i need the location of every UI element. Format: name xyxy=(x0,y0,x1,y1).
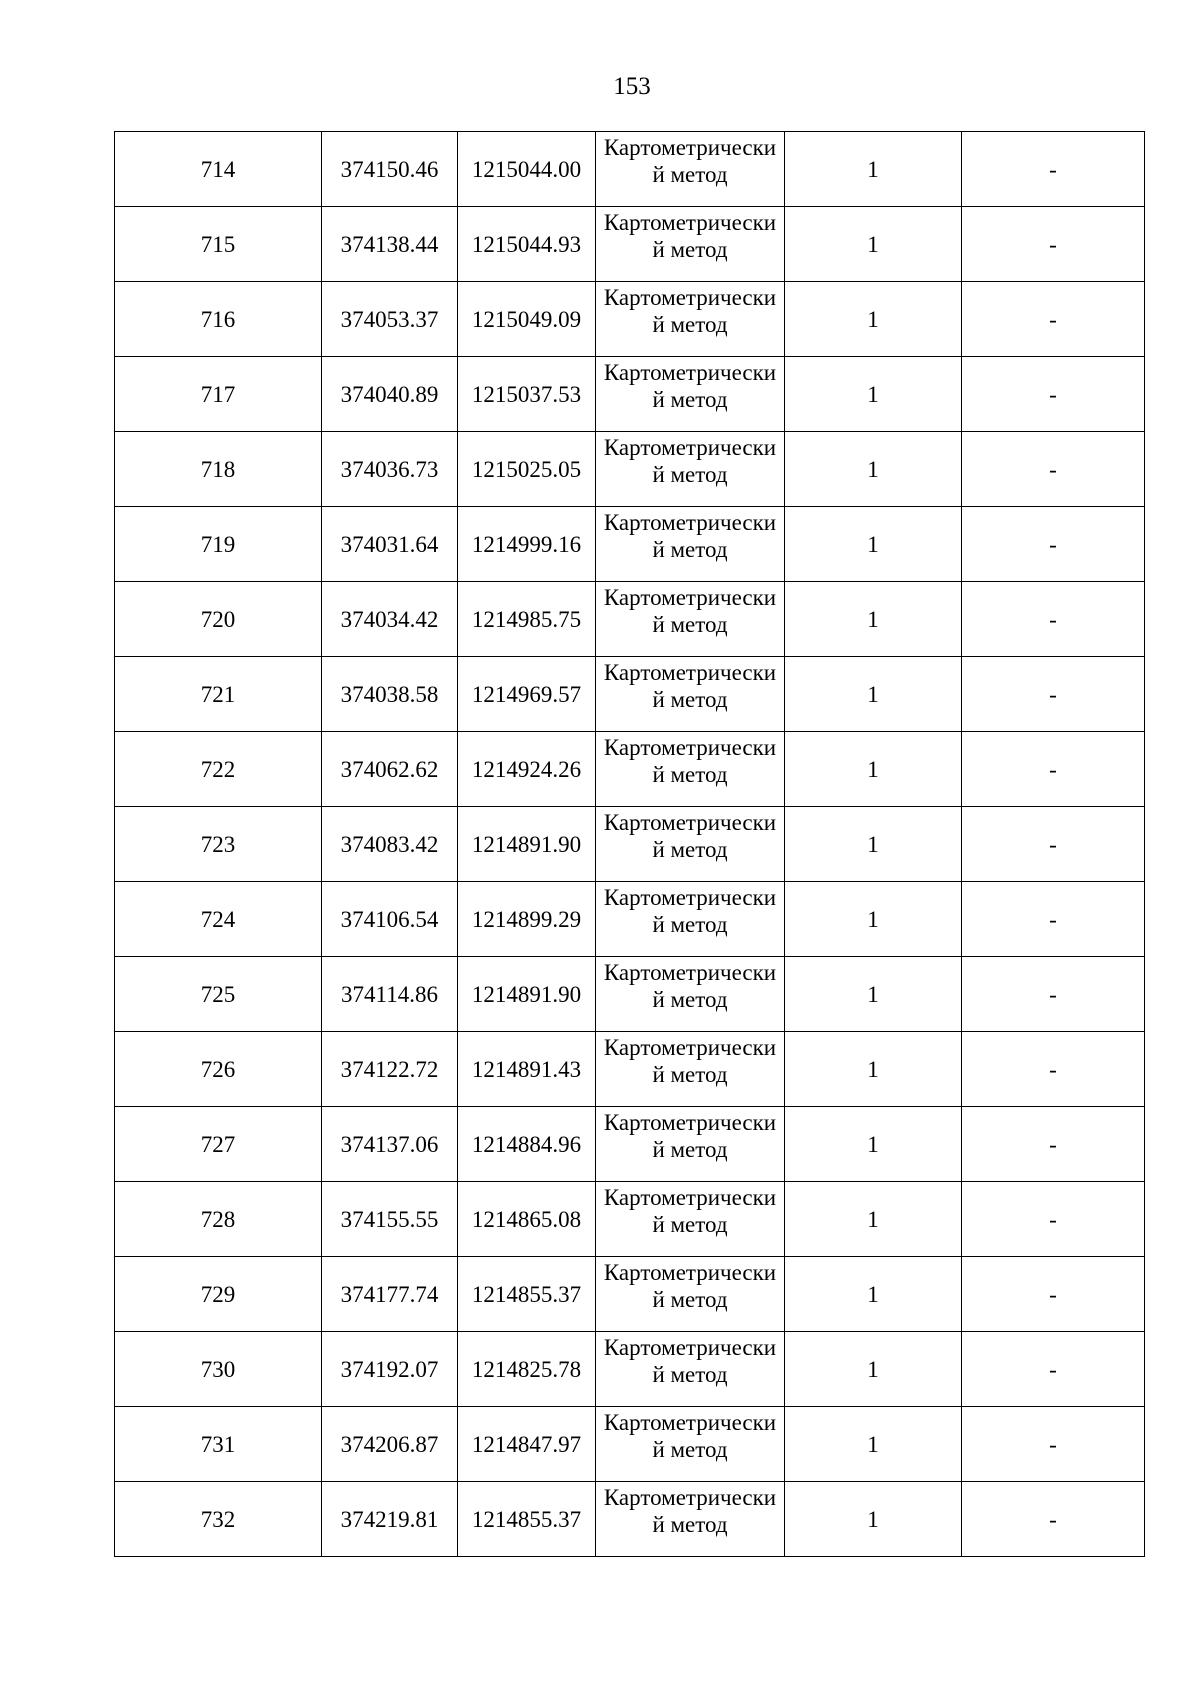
method-cell xyxy=(596,807,785,882)
table-row xyxy=(115,1182,1145,1257)
point-number-cell: 730 xyxy=(115,1332,322,1407)
note-cell: - xyxy=(962,1482,1145,1557)
point-number-cell: 720 xyxy=(115,582,322,657)
y-coordinate-cell: 1215044.00 xyxy=(458,132,596,207)
method-line-2: й метод xyxy=(652,1287,728,1312)
accuracy-cell: 1 xyxy=(785,882,962,957)
x-coordinate-cell: 374062.62 xyxy=(322,732,458,807)
y-coordinate-cell: 1215044.93 xyxy=(458,207,596,282)
method-cell xyxy=(596,957,785,1032)
table-row xyxy=(115,1257,1145,1332)
note-cell: - xyxy=(962,1182,1145,1257)
x-coordinate-cell: 374036.73 xyxy=(322,432,458,507)
note-cell: - xyxy=(962,132,1145,207)
note-cell: - xyxy=(962,282,1145,357)
point-number-cell: 722 xyxy=(115,732,322,807)
method-line-2: й метод xyxy=(652,687,728,712)
table-row xyxy=(115,1407,1145,1482)
method-cell xyxy=(596,1482,785,1557)
x-coordinate-cell: 374114.86 xyxy=(322,957,458,1032)
y-coordinate-cell: 1214891.43 xyxy=(458,1032,596,1107)
method-line-1: Картометрически xyxy=(603,810,777,835)
table-row xyxy=(115,807,1145,882)
accuracy-cell: 1 xyxy=(785,1107,962,1182)
method-line-2: й метод xyxy=(652,912,728,937)
note-cell: - xyxy=(962,657,1145,732)
method-line-1: Картометрически xyxy=(603,210,777,235)
method-cell xyxy=(596,582,785,657)
table-row xyxy=(115,1032,1145,1107)
y-coordinate-cell: 1214899.29 xyxy=(458,882,596,957)
table-row xyxy=(115,1107,1145,1182)
y-coordinate-cell: 1214855.37 xyxy=(458,1482,596,1557)
method-line-1: Картометрически xyxy=(603,1185,777,1210)
x-coordinate-cell: 374155.55 xyxy=(322,1182,458,1257)
accuracy-cell: 1 xyxy=(785,132,962,207)
y-coordinate-cell: 1215049.09 xyxy=(458,282,596,357)
point-number-cell: 727 xyxy=(115,1107,322,1182)
note-cell: - xyxy=(962,207,1145,282)
table-row xyxy=(115,207,1145,282)
method-cell xyxy=(596,282,785,357)
accuracy-cell: 1 xyxy=(785,582,962,657)
method-cell xyxy=(596,882,785,957)
point-number-cell: 718 xyxy=(115,432,322,507)
accuracy-cell: 1 xyxy=(785,507,962,582)
note-cell: - xyxy=(962,357,1145,432)
x-coordinate-cell: 374031.64 xyxy=(322,507,458,582)
method-line-2: й метод xyxy=(652,612,728,637)
point-number-cell: 716 xyxy=(115,282,322,357)
accuracy-cell: 1 xyxy=(785,1182,962,1257)
accuracy-cell: 1 xyxy=(785,207,962,282)
note-cell: - xyxy=(962,1332,1145,1407)
y-coordinate-cell: 1214985.75 xyxy=(458,582,596,657)
accuracy-cell: 1 xyxy=(785,1032,962,1107)
y-coordinate-cell: 1214855.37 xyxy=(458,1257,596,1332)
method-line-1: Картометрически xyxy=(603,1485,777,1510)
accuracy-cell: 1 xyxy=(785,357,962,432)
method-line-1: Картометрически xyxy=(603,660,777,685)
point-number-cell: 715 xyxy=(115,207,322,282)
method-line-1: Картометрически xyxy=(603,285,777,310)
x-coordinate-cell: 374177.74 xyxy=(322,1257,458,1332)
y-coordinate-cell: 1215025.05 xyxy=(458,432,596,507)
method-cell xyxy=(596,357,785,432)
table-row xyxy=(115,432,1145,507)
method-line-1: Картометрически xyxy=(603,360,777,385)
method-line-2: й метод xyxy=(652,1512,728,1537)
note-cell: - xyxy=(962,432,1145,507)
accuracy-cell: 1 xyxy=(785,657,962,732)
y-coordinate-cell: 1214999.16 xyxy=(458,507,596,582)
method-line-1: Картометрически xyxy=(603,1260,777,1285)
x-coordinate-cell: 374138.44 xyxy=(322,207,458,282)
method-cell xyxy=(596,1107,785,1182)
accuracy-cell: 1 xyxy=(785,432,962,507)
method-line-2: й метод xyxy=(652,162,728,187)
y-coordinate-cell: 1214891.90 xyxy=(458,957,596,1032)
point-number-cell: 726 xyxy=(115,1032,322,1107)
x-coordinate-cell: 374106.54 xyxy=(322,882,458,957)
method-line-1: Картометрически xyxy=(603,585,777,610)
note-cell: - xyxy=(962,1407,1145,1482)
point-number-cell: 728 xyxy=(115,1182,322,1257)
method-cell xyxy=(596,1332,785,1407)
method-cell xyxy=(596,132,785,207)
note-cell: - xyxy=(962,732,1145,807)
y-coordinate-cell: 1214847.97 xyxy=(458,1407,596,1482)
x-coordinate-cell: 374038.58 xyxy=(322,657,458,732)
point-number-cell: 717 xyxy=(115,357,322,432)
accuracy-cell: 1 xyxy=(785,1257,962,1332)
y-coordinate-cell: 1214884.96 xyxy=(458,1107,596,1182)
method-line-1: Картометрически xyxy=(603,735,777,760)
note-cell: - xyxy=(962,1257,1145,1332)
method-line-2: й метод xyxy=(652,1362,728,1387)
method-line-2: й метод xyxy=(652,987,728,1012)
note-cell: - xyxy=(962,882,1145,957)
method-line-2: й метод xyxy=(652,1062,728,1087)
table-row xyxy=(115,282,1145,357)
method-line-1: Картометрически xyxy=(603,135,777,160)
point-number-cell: 723 xyxy=(115,807,322,882)
table-row xyxy=(115,1332,1145,1407)
point-number-cell: 731 xyxy=(115,1407,322,1482)
method-line-1: Картометрически xyxy=(603,885,777,910)
y-coordinate-cell: 1214891.90 xyxy=(458,807,596,882)
note-cell: - xyxy=(962,582,1145,657)
x-coordinate-cell: 374150.46 xyxy=(322,132,458,207)
table-row xyxy=(115,882,1145,957)
method-line-1: Картометрически xyxy=(603,960,777,985)
table-body xyxy=(115,132,1145,1557)
note-cell: - xyxy=(962,807,1145,882)
table-row xyxy=(115,582,1145,657)
x-coordinate-cell: 374040.89 xyxy=(322,357,458,432)
x-coordinate-cell: 374083.42 xyxy=(322,807,458,882)
point-number-cell: 719 xyxy=(115,507,322,582)
y-coordinate-cell: 1215037.53 xyxy=(458,357,596,432)
note-cell: - xyxy=(962,1032,1145,1107)
x-coordinate-cell: 374053.37 xyxy=(322,282,458,357)
y-coordinate-cell: 1214969.57 xyxy=(458,657,596,732)
accuracy-cell: 1 xyxy=(785,807,962,882)
method-cell xyxy=(596,507,785,582)
y-coordinate-cell: 1214924.26 xyxy=(458,732,596,807)
coordinates-table xyxy=(114,131,1145,1557)
table-row xyxy=(115,507,1145,582)
accuracy-cell: 1 xyxy=(785,282,962,357)
method-cell xyxy=(596,1182,785,1257)
method-cell xyxy=(596,657,785,732)
table-row xyxy=(115,132,1145,207)
note-cell: - xyxy=(962,507,1145,582)
method-line-2: й метод xyxy=(652,837,728,862)
method-cell xyxy=(596,432,785,507)
accuracy-cell: 1 xyxy=(785,1407,962,1482)
y-coordinate-cell: 1214865.08 xyxy=(458,1182,596,1257)
note-cell: - xyxy=(962,1107,1145,1182)
x-coordinate-cell: 374137.06 xyxy=(322,1107,458,1182)
method-cell xyxy=(596,1032,785,1107)
x-coordinate-cell: 374219.81 xyxy=(322,1482,458,1557)
table-row xyxy=(115,957,1145,1032)
x-coordinate-cell: 374192.07 xyxy=(322,1332,458,1407)
method-line-2: й метод xyxy=(652,387,728,412)
method-cell xyxy=(596,732,785,807)
method-line-1: Картометрически xyxy=(603,1410,777,1435)
table-row xyxy=(115,657,1145,732)
point-number-cell: 721 xyxy=(115,657,322,732)
point-number-cell: 725 xyxy=(115,957,322,1032)
method-line-2: й метод xyxy=(652,1437,728,1462)
page-number: 153 xyxy=(613,73,651,100)
accuracy-cell: 1 xyxy=(785,1332,962,1407)
accuracy-cell: 1 xyxy=(785,957,962,1032)
method-line-2: й метод xyxy=(652,1212,728,1237)
method-line-1: Картометрически xyxy=(603,1110,777,1135)
x-coordinate-cell: 374122.72 xyxy=(322,1032,458,1107)
point-number-cell: 729 xyxy=(115,1257,322,1332)
method-line-1: Картометрически xyxy=(603,435,777,460)
table-row xyxy=(115,1482,1145,1557)
y-coordinate-cell: 1214825.78 xyxy=(458,1332,596,1407)
table-row xyxy=(115,732,1145,807)
x-coordinate-cell: 374034.42 xyxy=(322,582,458,657)
method-line-2: й метод xyxy=(652,762,728,787)
method-line-1: Картометрически xyxy=(603,1335,777,1360)
method-cell xyxy=(596,1257,785,1332)
point-number-cell: 724 xyxy=(115,882,322,957)
x-coordinate-cell: 374206.87 xyxy=(322,1407,458,1482)
method-line-2: й метод xyxy=(652,462,728,487)
method-line-2: й метод xyxy=(652,1137,728,1162)
note-cell: - xyxy=(962,957,1145,1032)
method-cell xyxy=(596,207,785,282)
method-line-2: й метод xyxy=(652,537,728,562)
method-line-1: Картометрически xyxy=(603,510,777,535)
point-number-cell: 732 xyxy=(115,1482,322,1557)
method-line-2: й метод xyxy=(652,237,728,262)
method-line-1: Картометрически xyxy=(603,1035,777,1060)
accuracy-cell: 1 xyxy=(785,732,962,807)
table-row xyxy=(115,357,1145,432)
method-cell xyxy=(596,1407,785,1482)
point-number-cell: 714 xyxy=(115,132,322,207)
method-line-2: й метод xyxy=(652,312,728,337)
accuracy-cell: 1 xyxy=(785,1482,962,1557)
